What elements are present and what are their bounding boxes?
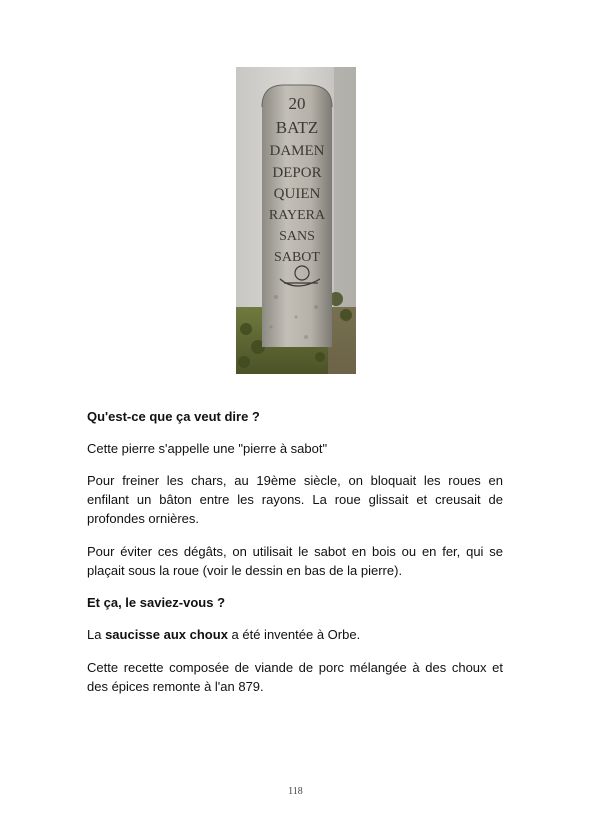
stone-inscription-line: RAYERA (268, 208, 326, 223)
paragraph: Cette pierre s'appelle une "pierre à sabot" (87, 441, 328, 456)
stone-photo (236, 67, 356, 374)
paragraph (87, 625, 503, 644)
text-content (87, 407, 503, 696)
paragraph: Pour éviter ces dégâts, on utilisait le sabot en bois ou en fer, qui se plaçait sous la roue (voir le dessin en bas de la pierre). (87, 544, 503, 578)
paragraph: Cette recette composée de viande de porc mélangée à des choux et des épices remonte à l'an 879. (87, 660, 503, 694)
section-heading: Et ça, le saviez-vous ? (87, 595, 226, 610)
section-heading: Qu'est-ce que ça veut dire ? (87, 409, 260, 424)
paragraph-text: a été inventée à Orbe. (227, 627, 361, 642)
page-number: 118 (288, 786, 303, 797)
stone-inscription-line: 20 (288, 94, 306, 113)
stone-inscription-line: SANS (279, 229, 315, 244)
stone-inscription-line: BATZ (275, 118, 319, 137)
paragraph-text: La (87, 627, 106, 642)
bold-term: saucisse aux choux (105, 627, 228, 642)
stone-inscription-line: DEPOR (272, 165, 322, 181)
stone-inscription-line: QUIEN (273, 186, 321, 202)
paragraph: Pour freiner les chars, au 19ème siècle, on bloquait les roues en enfilant un bâton entre les rayons. La roue glissait et creusait de profondes ornières. (87, 473, 503, 526)
stone-inscription-line: DAMEN (269, 143, 325, 159)
stone-inscription-line: SABOT (274, 250, 320, 265)
